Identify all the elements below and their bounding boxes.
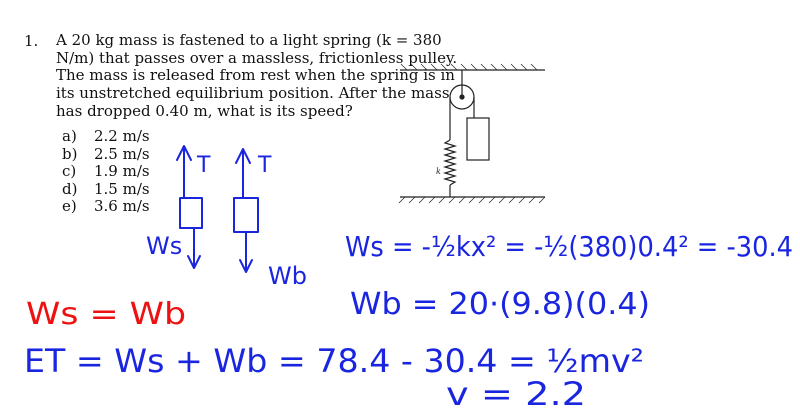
choice-text: 2.5 m/s — [94, 144, 150, 163]
spring-label: k — [436, 167, 441, 176]
weight-label-wb: Wb — [268, 262, 307, 290]
equation-ws: Ws = -½kx² = -½(380)0.4² = -30.4 — [345, 230, 793, 263]
fbd-left-box — [180, 198, 202, 228]
choice-letter: d) — [62, 179, 78, 198]
equation-wb: Wb = 20·(9.8)(0.4) — [350, 287, 650, 322]
choice-text: 3.6 m/s — [94, 197, 150, 216]
choice-text: 1.5 m/s — [94, 179, 150, 198]
equation-v: v = 2.2 — [446, 375, 586, 410]
choice-text: 2.2 m/s — [94, 127, 150, 145]
choice-letter: a) — [62, 127, 77, 145]
equation-et: ET = Ws + Wb = 78.4 - 30.4 = ½mv² — [24, 342, 644, 380]
choice-letter: b) — [62, 144, 78, 163]
question-line: its unstretched equilibrium position. After the mass — [56, 84, 450, 103]
question-line: A 20 kg mass is fastened to a light spring (k = 380 — [56, 31, 442, 49]
choice-letter: e) — [62, 197, 77, 216]
weight-label-ws: Ws — [146, 232, 183, 260]
question-line: N/m) that passes over a massless, frictionless pulley. — [56, 48, 458, 67]
fbd-right-box — [234, 198, 258, 232]
equation-red: Ws = Wb — [26, 297, 186, 332]
choice-text: 1.9 m/s — [94, 162, 150, 181]
tension-label-right: T — [258, 153, 272, 178]
choice-letter: c) — [62, 162, 77, 181]
question-line: The mass is released from rest when the spring is in — [56, 66, 455, 85]
tension-label-left: T — [197, 153, 211, 178]
question-line: has dropped 0.40 m, what is its speed? — [56, 101, 353, 120]
question-number: 1. — [24, 32, 39, 50]
